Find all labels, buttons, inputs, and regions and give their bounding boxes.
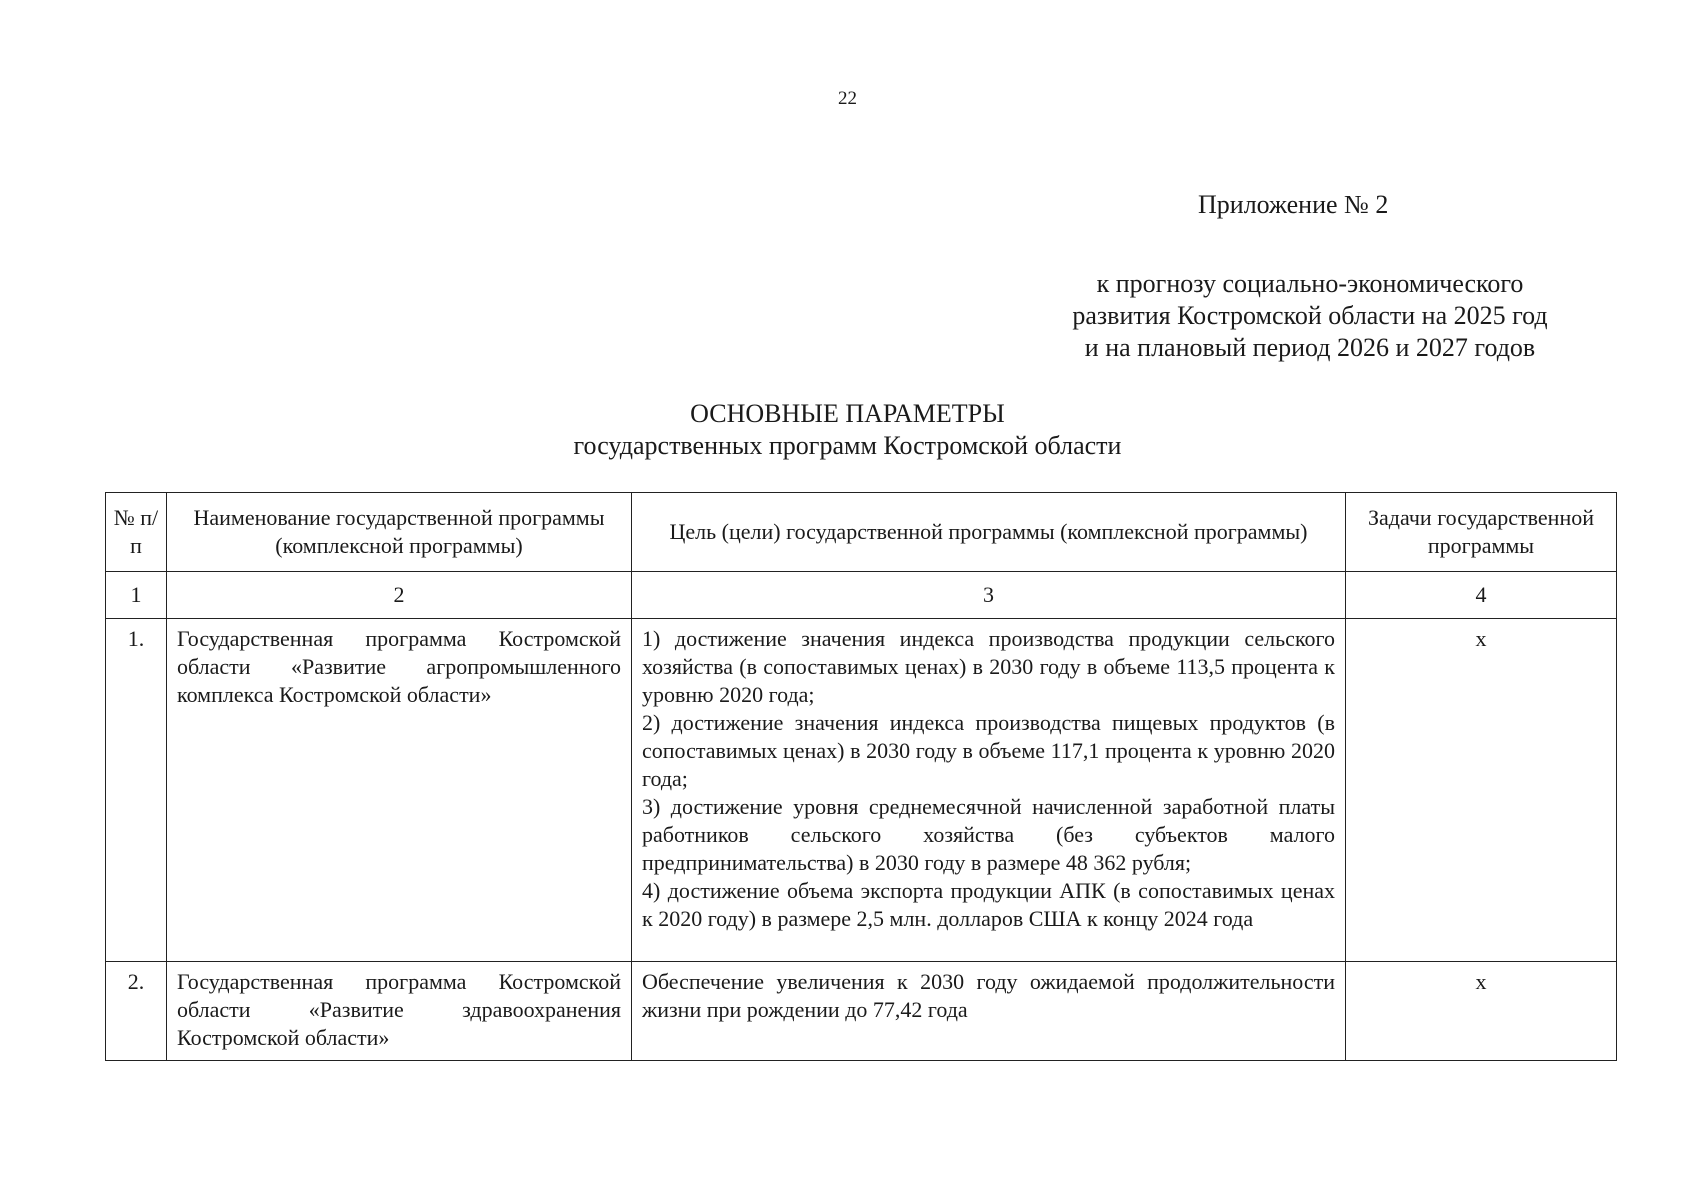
appendix-reference-line: к прогнозу социально-экономического — [1096, 269, 1524, 298]
row-number: 2. — [106, 962, 167, 1061]
header-name: Наименование государственной программы (комплексной программы) — [167, 493, 632, 572]
program-goal: 4) достижение объема экспорта продукции АПК (в сопоставимых ценах к 2020 году) в размере 2,5 млн. долларов США к концу 2024 года — [642, 878, 1335, 931]
table-header-row — [106, 493, 1617, 572]
table-row — [106, 962, 1617, 1061]
column-number-row — [106, 572, 1617, 619]
program-tasks: х — [1346, 619, 1617, 962]
page-number: 22 — [838, 88, 857, 109]
program-goals — [632, 619, 1346, 962]
column-number: 2 — [167, 572, 632, 619]
document-title-main: ОСНОВНЫЕ ПАРАМЕТРЫ — [690, 399, 1005, 428]
program-goal: 1) достижение значения индекса производства продукции сельского хозяйства (в сопоставимых ценах) в 2030 году в объеме 113,5 процента к уровню 2020 года; — [642, 626, 1335, 707]
header-goal: Цель (цели) государственной программы (комплексной программы) — [632, 493, 1346, 572]
program-tasks: х — [1346, 962, 1617, 1061]
program-name: Государственная программа Костромской области «Развитие здравоохранения Костромской области» — [167, 962, 632, 1061]
program-goal: 2) достижение значения индекса производства пищевых продуктов (в сопоставимых ценах) в 2030 году в объеме 117,1 процента к уровню 2020 года; — [642, 710, 1335, 791]
header-tasks: Задачи государственной программы — [1346, 493, 1617, 572]
program-goals — [632, 962, 1346, 1061]
document-title-sub: государственных программ Костромской области — [573, 431, 1122, 460]
appendix-title: Приложение № 2 — [1198, 190, 1389, 219]
column-number: 1 — [106, 572, 167, 619]
document-title — [0, 398, 1695, 462]
table-row — [106, 619, 1617, 962]
column-number: 4 — [1346, 572, 1617, 619]
parameters-table — [105, 492, 1617, 1061]
column-number: 3 — [632, 572, 1346, 619]
row-number: 1. — [106, 619, 167, 962]
appendix-reference-line: и на плановый период 2026 и 2027 годов — [1084, 333, 1536, 362]
program-name: Государственная программа Костромской области «Развитие агропромышленного комплекса Костромской области» — [167, 619, 632, 962]
program-goal: 3) достижение уровня среднемесячной начисленной заработной платы работников сельского хозяйства (без субъектов малого предпринимательства) в 2030 году в размере 48 362 рубля; — [642, 794, 1335, 875]
header-num: № п/п — [106, 493, 167, 572]
appendix-reference — [1000, 268, 1620, 364]
program-goal: Обеспечение увеличения к 2030 году ожидаемой продолжительности жизни при рождении до 77,42 года — [642, 969, 1335, 1022]
appendix-reference-line: развития Костромской области на 2025 год — [1072, 301, 1548, 330]
